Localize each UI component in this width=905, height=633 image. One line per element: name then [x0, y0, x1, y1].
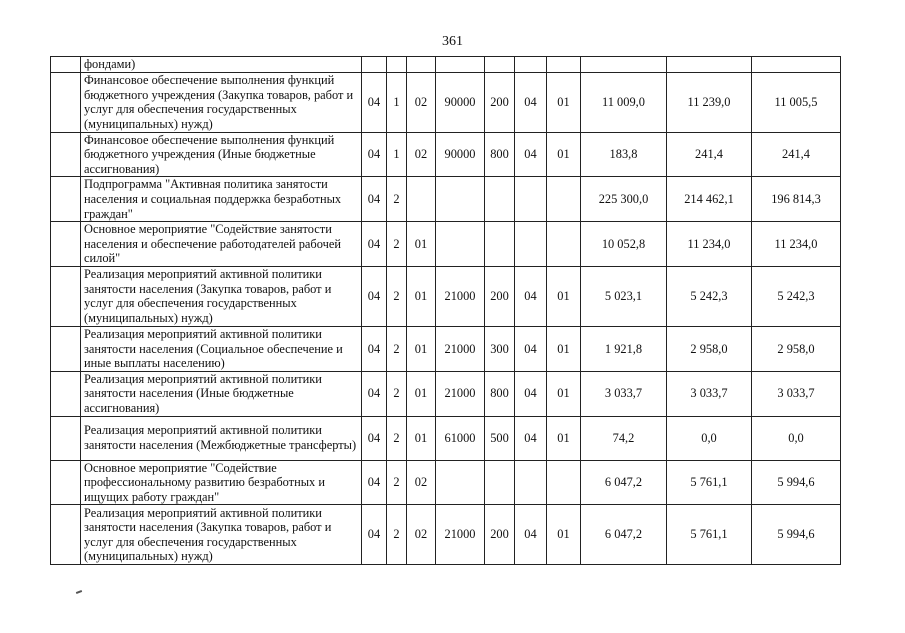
- amount-year-1: [581, 57, 667, 73]
- table-blank-cell: [51, 371, 81, 416]
- table-blank-cell: [51, 266, 81, 326]
- program-code: 02: [407, 132, 436, 177]
- subchapter-code: 01: [547, 416, 581, 460]
- section-code: [362, 57, 387, 73]
- row-description: Реализация мероприятий активной политики занятости населения (Закупка товаров, работ и услуг для обеспечения государственных (муниципальных) нужд): [81, 266, 362, 326]
- amount-year-2: 5 761,1: [667, 505, 752, 565]
- subchapter-code: 01: [547, 266, 581, 326]
- subchapter-code: [547, 460, 581, 505]
- chapter-code: 04: [515, 326, 547, 371]
- page-number: 361: [442, 34, 463, 49]
- stray-mark: [76, 590, 82, 594]
- target-article-code: [436, 57, 485, 73]
- amount-year-2: 2 958,0: [667, 326, 752, 371]
- subchapter-code: 01: [547, 132, 581, 177]
- amount-year-1: 5 023,1: [581, 266, 667, 326]
- amount-year-2: 11 239,0: [667, 72, 752, 132]
- subchapter-code: [547, 177, 581, 222]
- row-description: Реализация мероприятий активной политики занятости населения (Иные бюджетные ассигнования): [81, 371, 362, 416]
- target-article-code: [436, 222, 485, 267]
- chapter-code: 04: [515, 371, 547, 416]
- expense-type-code: [485, 177, 515, 222]
- subsection-code: 2: [387, 371, 407, 416]
- table-row: [51, 371, 841, 416]
- row-description: Реализация мероприятий активной политики занятости населения (Социальное обеспечение и иные выплаты населению): [81, 326, 362, 371]
- amount-year-3: 5 242,3: [752, 266, 841, 326]
- row-description: фондами): [81, 57, 362, 73]
- row-description: Реализация мероприятий активной политики занятости населения (Межбюджетные трансферты): [81, 416, 362, 460]
- subsection-code: 1: [387, 132, 407, 177]
- amount-year-3: 2 958,0: [752, 326, 841, 371]
- table-blank-cell: [51, 132, 81, 177]
- expense-type-code: 300: [485, 326, 515, 371]
- expense-type-code: 800: [485, 132, 515, 177]
- table-row: [51, 72, 841, 132]
- program-code: 02: [407, 72, 436, 132]
- subsection-code: 2: [387, 266, 407, 326]
- amount-year-2: [667, 57, 752, 73]
- target-article-code: [436, 460, 485, 505]
- amount-year-1: 6 047,2: [581, 505, 667, 565]
- program-code: 02: [407, 505, 436, 565]
- section-code: 04: [362, 460, 387, 505]
- section-code: 04: [362, 371, 387, 416]
- program-code: [407, 57, 436, 73]
- amount-year-2: 0,0: [667, 416, 752, 460]
- amount-year-1: 1 921,8: [581, 326, 667, 371]
- amount-year-3: 0,0: [752, 416, 841, 460]
- amount-year-2: 11 234,0: [667, 222, 752, 267]
- subsection-code: 2: [387, 326, 407, 371]
- expense-type-code: 500: [485, 416, 515, 460]
- program-code: 01: [407, 266, 436, 326]
- amount-year-2: 3 033,7: [667, 371, 752, 416]
- section-code: 04: [362, 505, 387, 565]
- amount-year-2: 214 462,1: [667, 177, 752, 222]
- section-code: 04: [362, 416, 387, 460]
- amount-year-2: 5 761,1: [667, 460, 752, 505]
- table-row: [51, 505, 841, 565]
- amount-year-1: 183,8: [581, 132, 667, 177]
- expense-type-code: 200: [485, 266, 515, 326]
- expense-type-code: [485, 57, 515, 73]
- subsection-code: 1: [387, 72, 407, 132]
- table-blank-cell: [51, 505, 81, 565]
- amount-year-1: 6 047,2: [581, 460, 667, 505]
- amount-year-1: 11 009,0: [581, 72, 667, 132]
- table-blank-cell: [51, 177, 81, 222]
- table-row: [51, 222, 841, 267]
- table-blank-cell: [51, 326, 81, 371]
- amount-year-3: 11 005,5: [752, 72, 841, 132]
- subsection-code: 2: [387, 416, 407, 460]
- row-description: Финансовое обеспечение выполнения функций бюджетного учреждения (Закупка товаров, работ и услуг для обеспечения государственных (муниципальных) нужд): [81, 72, 362, 132]
- amount-year-3: 241,4: [752, 132, 841, 177]
- chapter-code: 04: [515, 132, 547, 177]
- section-code: 04: [362, 132, 387, 177]
- table-row: [51, 177, 841, 222]
- section-code: 04: [362, 266, 387, 326]
- amount-year-1: 3 033,7: [581, 371, 667, 416]
- table-row: [51, 266, 841, 326]
- amount-year-1: 74,2: [581, 416, 667, 460]
- amount-year-1: 225 300,0: [581, 177, 667, 222]
- target-article-code: 21000: [436, 266, 485, 326]
- target-article-code: 21000: [436, 371, 485, 416]
- subsection-code: 2: [387, 222, 407, 267]
- program-code: 01: [407, 416, 436, 460]
- amount-year-3: [752, 57, 841, 73]
- row-description: Финансовое обеспечение выполнения функций бюджетного учреждения (Иные бюджетные ассигнования): [81, 132, 362, 177]
- chapter-code: 04: [515, 266, 547, 326]
- subchapter-code: [547, 57, 581, 73]
- amount-year-3: 5 994,6: [752, 505, 841, 565]
- target-article-code: 21000: [436, 505, 485, 565]
- row-description: Основное мероприятие "Содействие профессиональному развитию безработных и ищущих работу граждан": [81, 460, 362, 505]
- chapter-code: [515, 222, 547, 267]
- table-row: [51, 416, 841, 460]
- section-code: 04: [362, 177, 387, 222]
- section-code: 04: [362, 326, 387, 371]
- table-row: [51, 326, 841, 371]
- target-article-code: [436, 177, 485, 222]
- subsection-code: [387, 57, 407, 73]
- table-blank-cell: [51, 222, 81, 267]
- table-row: [51, 460, 841, 505]
- subchapter-code: 01: [547, 326, 581, 371]
- program-code: 01: [407, 326, 436, 371]
- row-description: Подпрограмма "Активная политика занятости населения и социальная поддержка безработных граждан": [81, 177, 362, 222]
- target-article-code: 90000: [436, 132, 485, 177]
- subsection-code: 2: [387, 460, 407, 505]
- table-blank-cell: [51, 416, 81, 460]
- table-blank-cell: [51, 460, 81, 505]
- subsection-code: 2: [387, 177, 407, 222]
- row-description: Реализация мероприятий активной политики занятости населения (Закупка товаров, работ и услуг для обеспечения государственных (муниципальных) нужд): [81, 505, 362, 565]
- chapter-code: 04: [515, 72, 547, 132]
- expense-type-code: [485, 460, 515, 505]
- budget-table: [50, 56, 841, 565]
- table-row: [51, 57, 841, 73]
- subsection-code: 2: [387, 505, 407, 565]
- chapter-code: [515, 460, 547, 505]
- subchapter-code: 01: [547, 72, 581, 132]
- program-code: [407, 177, 436, 222]
- row-description: Основное мероприятие "Содействие занятости населения и обеспечение работодателей рабочей силой": [81, 222, 362, 267]
- amount-year-3: 3 033,7: [752, 371, 841, 416]
- table-row: [51, 132, 841, 177]
- amount-year-2: 5 242,3: [667, 266, 752, 326]
- target-article-code: 21000: [436, 326, 485, 371]
- program-code: 01: [407, 371, 436, 416]
- amount-year-3: 11 234,0: [752, 222, 841, 267]
- table-blank-cell: [51, 72, 81, 132]
- target-article-code: 90000: [436, 72, 485, 132]
- program-code: 01: [407, 222, 436, 267]
- section-code: 04: [362, 72, 387, 132]
- chapter-code: 04: [515, 416, 547, 460]
- amount-year-3: 5 994,6: [752, 460, 841, 505]
- amount-year-2: 241,4: [667, 132, 752, 177]
- chapter-code: [515, 57, 547, 73]
- subchapter-code: 01: [547, 371, 581, 416]
- amount-year-3: 196 814,3: [752, 177, 841, 222]
- section-code: 04: [362, 222, 387, 267]
- chapter-code: 04: [515, 505, 547, 565]
- expense-type-code: 200: [485, 72, 515, 132]
- table-blank-cell: [51, 57, 81, 73]
- expense-type-code: [485, 222, 515, 267]
- expense-type-code: 200: [485, 505, 515, 565]
- amount-year-1: 10 052,8: [581, 222, 667, 267]
- chapter-code: [515, 177, 547, 222]
- subchapter-code: 01: [547, 505, 581, 565]
- subchapter-code: [547, 222, 581, 267]
- target-article-code: 61000: [436, 416, 485, 460]
- table-body: [51, 57, 841, 565]
- program-code: 02: [407, 460, 436, 505]
- expense-type-code: 800: [485, 371, 515, 416]
